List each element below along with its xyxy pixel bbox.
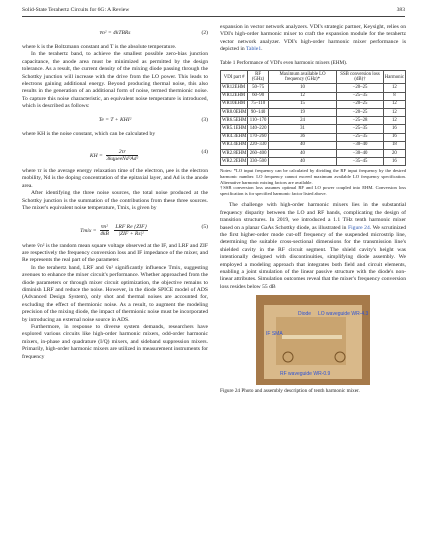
equation-4-lhs: KH =: [89, 152, 103, 159]
table-cell: WR2.2EHM: [221, 158, 248, 166]
paragraph-terahertz-lrf: In the terahertz band, LRF and v̄n² significantly influence Tmix, suggesting avenues to enhance the mixer circuit's performance. Whether approached from the diode parameters or through mixer circuit optimization, the objective remains to diminish LRF and reduce the noise. However, in the diode SPICE model of ADS (Advanced Design System), only shot and thermal noises are accounted for, excluding the effect of thermionic noise. As a result, to augment the modeling precision of the mixing diode, the impact of thermionic noise must be incorporated by introducing an external noise source in ADS.: [22, 264, 208, 323]
paragraph-where-kh: where KH is the noise constant, which can be calculated by: [22, 130, 156, 137]
equation-2-formula: v̄n² = 4kTBRs: [99, 30, 131, 36]
table-caption: Table 1 Performance of VDI's even harmonic mixers (EHM).: [220, 59, 348, 66]
table-row: [221, 84, 406, 92]
paragraph-where-k: where k is the Boltzmann constant and T is the absolute temperature.: [22, 44, 177, 50]
table-cell: 90–140: [248, 109, 268, 117]
table-cell: WR12EHM: [221, 84, 248, 92]
table-row: [221, 149, 406, 157]
mixer-photo: [256, 295, 370, 385]
table-cell: 330–500: [248, 158, 268, 166]
table-cell: WR2.8EHM: [221, 149, 248, 157]
table-cell: 15: [268, 100, 336, 108]
table-cell: WR8.0EHM: [221, 109, 248, 117]
table-cell: WR12EHM: [221, 92, 248, 100]
table-cell: 36: [268, 133, 336, 141]
equation-4-numerator: 2τr: [106, 149, 138, 156]
equation-5: [22, 216, 208, 240]
equation-5-denominator-2: |ZIF + Rs|²: [118, 230, 144, 237]
equation-4-denominator: 3kqμeeNd²Ad²: [106, 156, 139, 163]
table-cell: WR10EHM: [221, 100, 248, 108]
label-if-connector: IF SMA: [266, 331, 283, 338]
label-diode: Diode: [298, 311, 312, 318]
table-cell: −30–40: [337, 149, 384, 157]
table-cell: −35–45: [337, 158, 384, 166]
table-cell: 10: [268, 84, 336, 92]
table-cell: WR6.5EHM: [221, 117, 248, 125]
suspended-microstrip: [282, 335, 342, 339]
table-row: [221, 117, 406, 125]
figure-24-link[interactable]: Figure 24: [348, 224, 370, 231]
equation-3-formula: Te = T + KHI²: [98, 116, 132, 123]
paragraph-vdi-continuation: expansion in vector network analyzers. VDI's strategic partner, Keysight, relies on VDI's high-order harmonic mixer to craft the expansion module for the terahertz vector network analyzer. VDI's high-order harmonic mixer performance is depicted in Table1.: [220, 24, 406, 53]
table-cell: WR4.3EHM: [221, 133, 248, 141]
label-rf-waveguide: RF waveguide WR-0.9: [280, 371, 331, 378]
equation-3-number: (3): [201, 116, 208, 123]
table-cell: 16: [383, 125, 405, 133]
table-cell: −25–35: [337, 125, 384, 133]
table-cell: WR3.4EHM: [221, 141, 248, 149]
header-rule: [22, 16, 405, 17]
table-notes: [220, 168, 406, 196]
running-title: Solid-State Terahertz Circuits for 6G: A Review: [22, 7, 130, 13]
table-row: [221, 92, 406, 100]
table-cell: 40: [268, 149, 336, 157]
table-header-cell: SSB conversion loss (dB)†: [337, 71, 384, 84]
table-cell: 260–400: [248, 149, 268, 157]
figure-caption: Figure 24 Photo and assembly description of tenth harmonic mixer.: [220, 388, 360, 395]
equation-5-fraction-2: [114, 224, 148, 237]
table-body: [221, 84, 406, 166]
table-row: [221, 109, 406, 117]
table-cell: 12: [383, 109, 405, 117]
equation-4-number: (4): [201, 149, 208, 156]
equation-5-numerator-1: v̄n²: [100, 223, 108, 230]
equation-5-denominator-1: 4kB: [100, 230, 109, 237]
table-cell: 16: [383, 133, 405, 141]
table-cell: 8: [383, 92, 405, 100]
left-column: [22, 24, 208, 361]
table-header-cell: Maximum available LO frequency (GHz)*: [268, 71, 336, 84]
table-cell: 19: [268, 109, 336, 117]
table-cell: 12: [268, 92, 336, 100]
table-row: [221, 125, 406, 133]
table-cell: −25–28: [337, 117, 384, 125]
table-row: [221, 158, 406, 166]
table-cell: −20–25: [337, 109, 384, 117]
table-cell: 20: [383, 149, 405, 157]
equation-5-fraction-1: [100, 224, 109, 237]
table-cell: −25–35: [337, 133, 384, 141]
mixer-photo-drawing: [256, 295, 370, 385]
equation-2-number: (2): [201, 30, 208, 36]
table-header-row: [221, 71, 406, 84]
table-note-2: †SSB conversion loss assumes optimal RF and LO power coupled into EHM. Conversion loss specification is for specified harmonic factor listed above.: [220, 185, 406, 196]
equation-5-numerator-2: LRF Re {ZIF}: [115, 223, 147, 230]
label-lo-waveguide: LO waveguide WR-4.3: [318, 311, 369, 318]
table-cell: 170–260: [248, 133, 268, 141]
table-row: [221, 100, 406, 108]
performance-table: [220, 70, 406, 166]
table-cell: 24: [268, 117, 336, 125]
table-cell: −20–25: [337, 84, 384, 92]
table-row: [221, 141, 406, 149]
running-header: [22, 7, 405, 19]
table-1-link[interactable]: Table1: [246, 46, 262, 53]
table-header-cell: VDI part #: [221, 71, 248, 84]
table-cell: 140–220: [248, 125, 268, 133]
table-row: [221, 133, 406, 141]
table-cell: 12: [383, 84, 405, 92]
table-cell: 40: [268, 158, 336, 166]
table-header-cell: Harmonic: [383, 71, 405, 84]
table-cell: 16: [383, 158, 405, 166]
paragraph-furthermore: Furthermore, in response to diverse system demands, researchers have explored various circuits like high-order harmonic mixers, odd-order harmonic mixers, in-phase and quadrature (I/Q) mixers, and sideband suppression mixers. Primarily, high-order harmonic mixers are utilized in measurement instruments for frequency: [22, 323, 208, 360]
table-cell: −25–35: [337, 92, 384, 100]
equation-5-number: (5): [201, 223, 208, 230]
table-cell: 220–330: [248, 141, 268, 149]
table-cell: 110–170: [248, 117, 268, 125]
right-column: [220, 24, 406, 396]
page-number: 383: [396, 7, 405, 13]
paragraph-where-tau: where τr is the average energy relaxation time of the electron, μee is the electron mobility, Nd is the doping concentration of the epitaxial layer, and Ad is the anode area.: [22, 168, 208, 189]
table-cell: 12: [383, 100, 405, 108]
table-cell: 75–110: [248, 100, 268, 108]
equation-3: [22, 114, 208, 128]
table-cell: 12: [383, 117, 405, 125]
table-cell: 31: [268, 125, 336, 133]
paragraph-terahertz-band: In the terahertz band, to achieve the smallest possible zero-bias junction capacitance, the anode area must be minimized as permitted by the design tolerance. As a result, the current density of the mixing diode passing through the Schottky junction will increase with the drive from the LO power. This leads to electrons gaining additional energy. Beyond producing thermal noise, this also results in the generation of an additional form of noise, termed thermionic noise. To capture this noise characteristic, an equivalent noise temperature is introduced, which is described as follows:: [22, 51, 208, 110]
table-header-cell: RF (GHz): [248, 71, 268, 84]
equation-4: [22, 141, 208, 165]
paragraph-where-vn: where v̄n² is the random mean square voltage observed at the IF, and LRF and ZIF are respectively the frequency conversion loss and IF impedance of the mixer, and Re represents the real part of the parameter.: [22, 242, 208, 264]
paragraph-after-noise: After identifying the three noise sources, the total noise produced at the Schottky junction is the summation of the contributions from these three sources. The mixer's equivalent noise temperature, Tmix, is given by: [22, 190, 208, 212]
table-cell: 60–90: [248, 92, 268, 100]
table-cell: 40: [268, 141, 336, 149]
table-cell: 50–75: [248, 84, 268, 92]
paragraph-challenge: The challenge with high-order harmonic mixers lies in the substantial frequency disparity between the LO and RF bands, complicating the design of transition structures. In 2019, we introduced a 1.1 THz tenth harmonic mixer based on a planar GaAs Schottky diode, as illustrated in Figure 24. We scrutinized the first higher-order mode cut-off frequency of the suspended microstrip line, determining the suitable cross-sectional dimensions for the transmission line's shielded cavity in the RF circuit segment. The shield cavity's height was intentionally designed with discontinuities, simplifying diode assembly. We employed a modeling approach that integrates both field and circuit elements, enabling a joint simulation of the linear passive structure with the diode's non-linear attributes. Simulation outcomes reveal that the mixer's frequency conversion loss resides below 55 dB: [220, 202, 406, 290]
equation-2: [22, 27, 208, 41]
equation-5-lhs: Tmix =: [80, 227, 97, 234]
table-cell: WR5.1EHM: [221, 125, 248, 133]
equation-4-fraction: [106, 149, 138, 162]
table-note-1: Notes: *LO input frequency can be calculated by dividing the RF input frequency by the desired harmonic number. LO frequency cannot exceed maximum available LO frequency specification. Alternative harmonic mixing factors are available.: [220, 168, 406, 185]
table-cell: −20–25: [337, 100, 384, 108]
table-cell: −30–40: [337, 141, 384, 149]
table-cell: 18: [383, 141, 405, 149]
